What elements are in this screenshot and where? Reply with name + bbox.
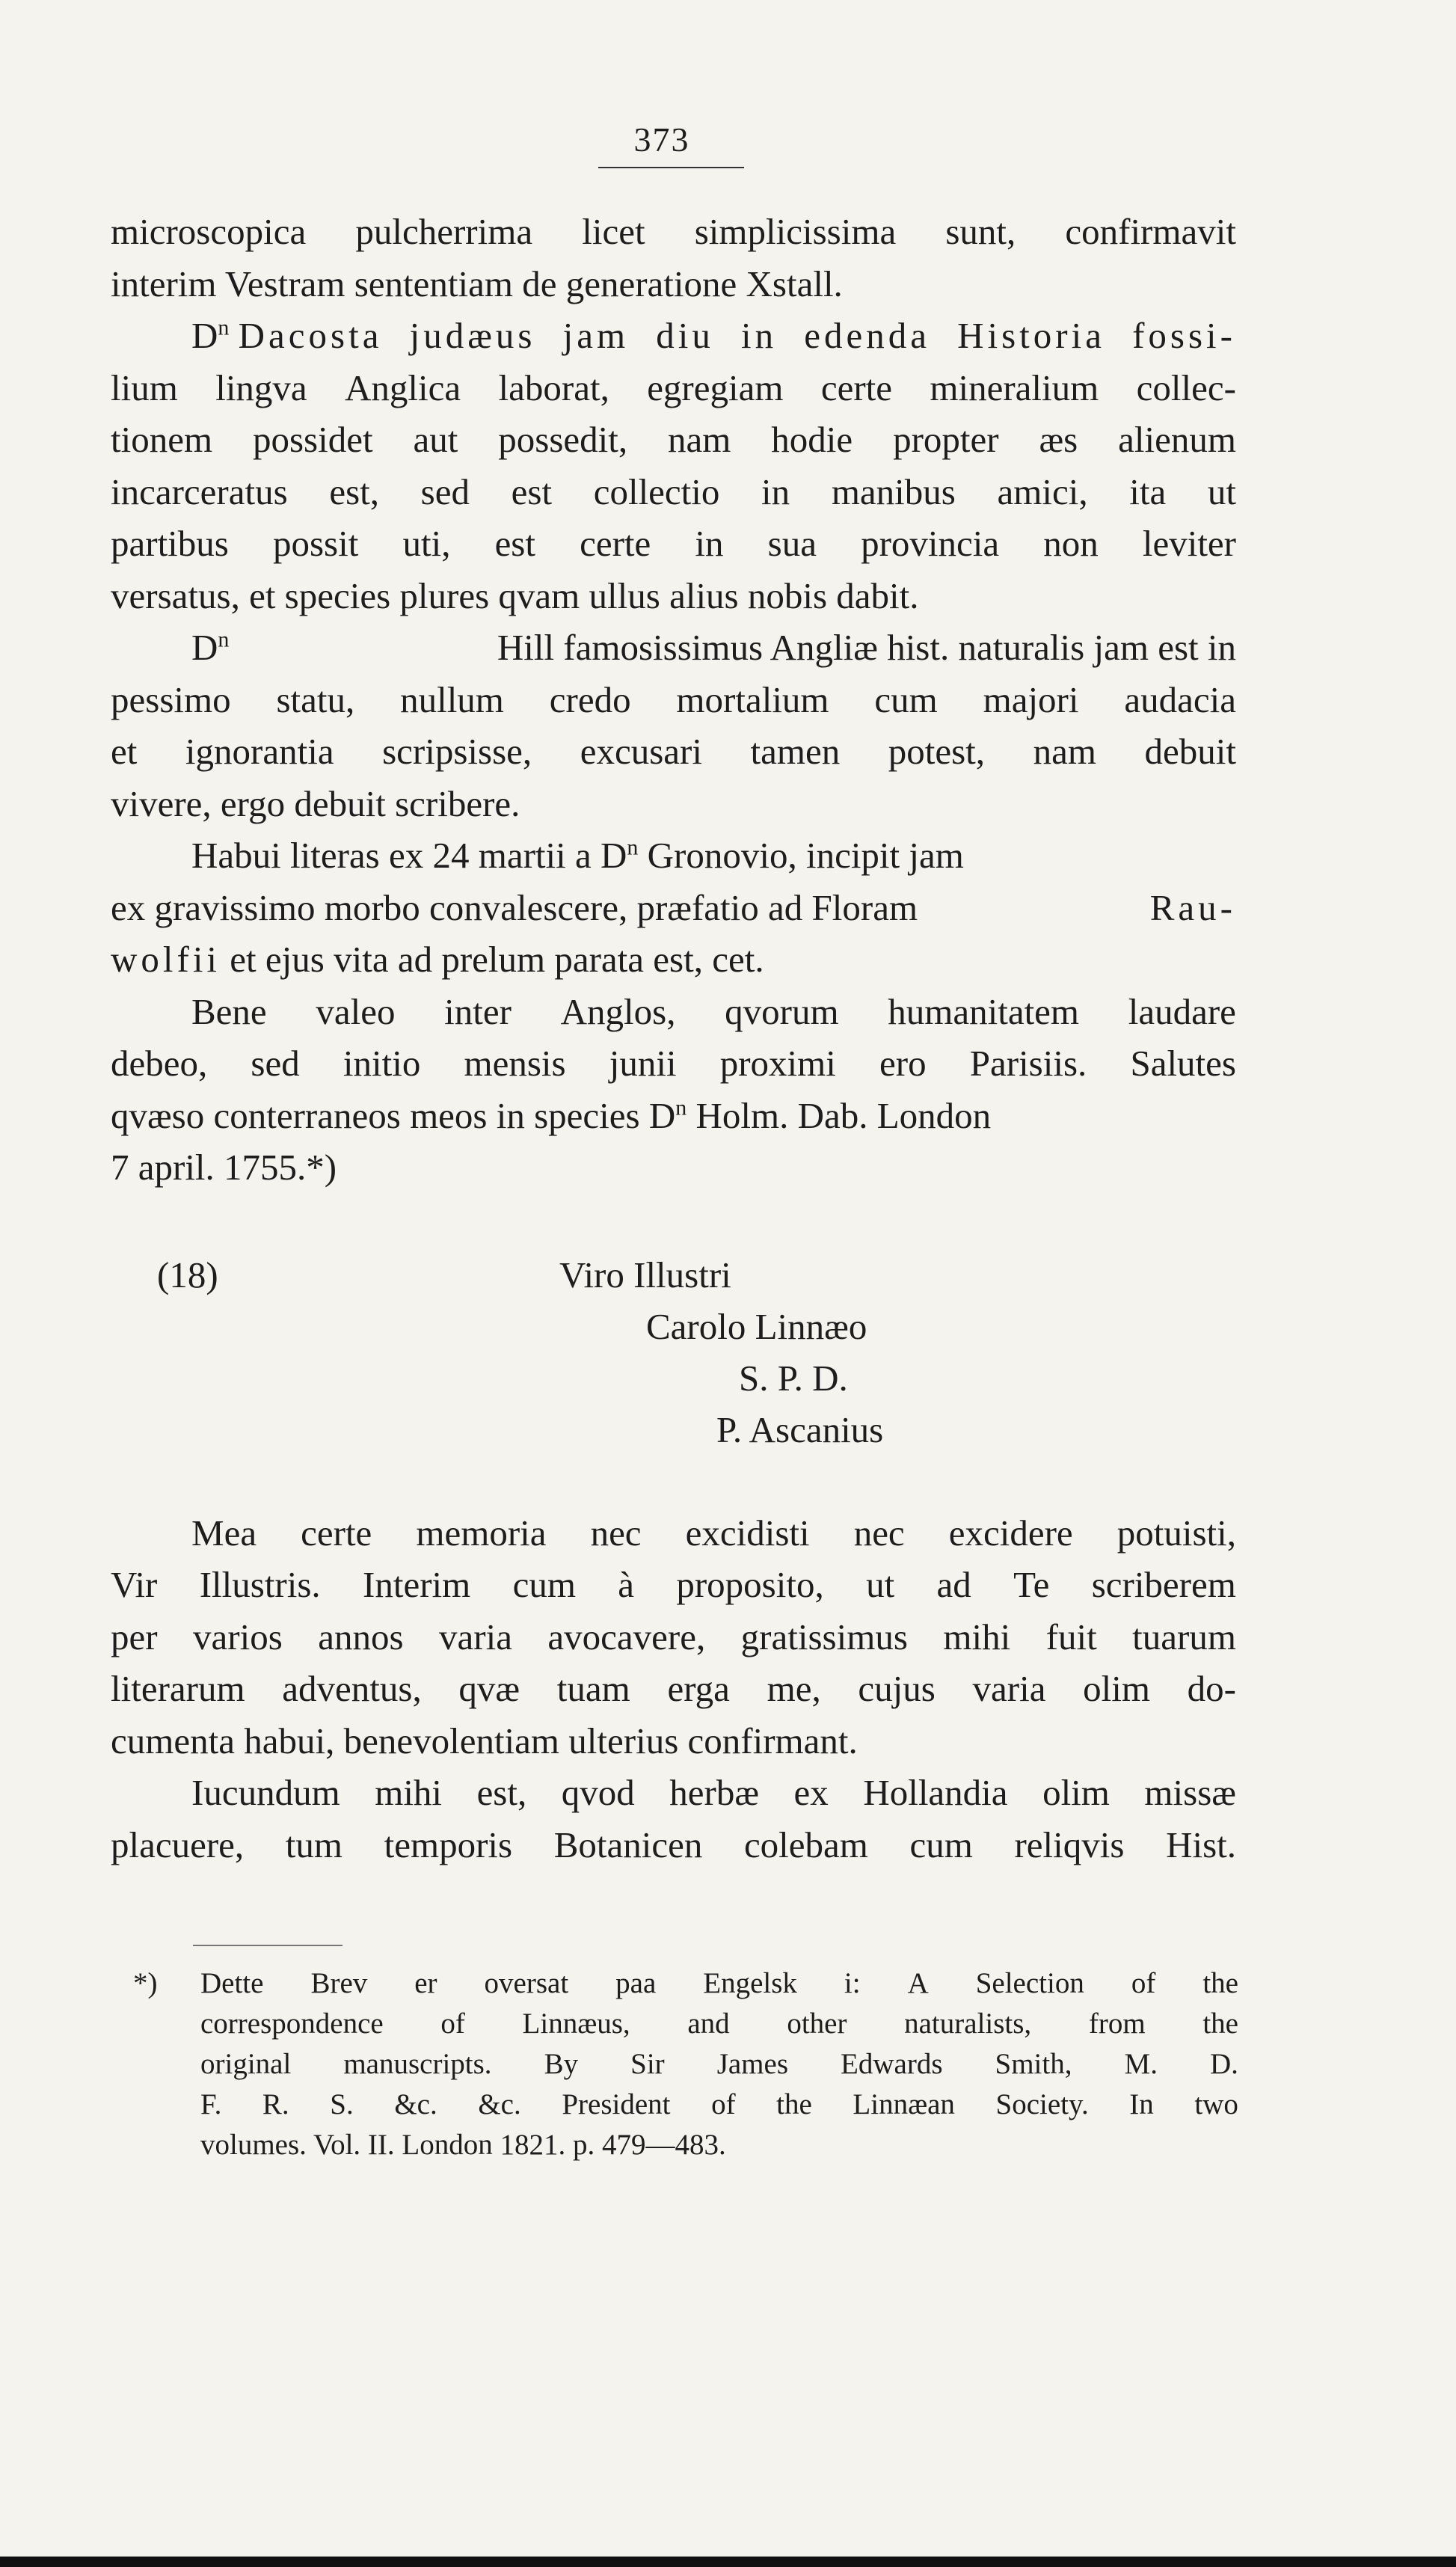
text-line — [111, 882, 1236, 934]
footnote-mark: *) — [133, 1967, 158, 1999]
footnote-line: Dette Brev er oversat paa Engelsk i: A Selection of the — [200, 1967, 1238, 1999]
text-line: pessimo statu, nullum credo mortalium cum majori audacia — [111, 678, 1236, 720]
text-line — [111, 933, 1236, 986]
text-line: literarum adventus, qvæ tuam erga me, cujus varia olim do- — [111, 1668, 1236, 1709]
text-line: cumenta habui, benevolentiam ulterius confirmant. — [111, 1720, 858, 1761]
letter-address-line: S. P. D. — [739, 1357, 848, 1399]
dn-abbrev: $D^n$ — [191, 627, 230, 668]
text-run: wolfii — [111, 939, 221, 980]
footnote-line: volumes. Vol. II. London 1821. p. 479—483. — [200, 2129, 726, 2161]
text-line: Bene valeo inter Anglos, qvorum humanitatem laudare — [191, 990, 1236, 1032]
footnote — [133, 1963, 1238, 2165]
text-line: Iucundum mihi est, qvod herbæ ex Hollandia olim missæ — [191, 1772, 1236, 1813]
text-line: lium lingva Anglica laborat, egregiam certe mineralium collec- — [111, 367, 1236, 408]
text-line — [111, 829, 1236, 882]
letter-address-line: P. Ascanius — [716, 1408, 884, 1450]
text-run: ex gravissimo morbo convalescere, præfatio ad Floram — [111, 886, 918, 928]
text-line — [111, 622, 1236, 674]
text-line: et ignorantia scripsisse, excusari tamen potest, nam debuit — [111, 731, 1236, 772]
text-line — [111, 1090, 1236, 1142]
text-line: vivere, ergo debuit scribere. — [111, 782, 520, 824]
main-text — [111, 206, 1236, 1871]
text-run: qvæso conterraneos meos in species $D^n$ Holm. Dab. London — [111, 1094, 992, 1136]
text-line: placuere, tum temporis Botanicen colebam cum reliqvis Hist. — [111, 1824, 1236, 1865]
footnote-rule — [193, 1945, 343, 1946]
footnote-line: original manuscripts. By Sir James Edwards Smith, M. D. — [200, 2048, 1238, 2080]
footnote-line: F. R. S. &c. &c. President of the Linnæan Society. In two — [200, 2088, 1238, 2120]
letter-heading — [111, 1249, 1236, 1507]
text-run: Habui literas ex 24 martii a $D^n$ Gronovio, incipit jam — [191, 835, 964, 876]
page-number-rule — [598, 167, 744, 168]
text-line: Mea certe memoria nec excidisti nec excidere potuisti, — [191, 1512, 1236, 1554]
text-line — [111, 310, 1236, 362]
text-run: Rau- — [1149, 886, 1236, 928]
footnote-line: correspondence of Linnæus, and other naturalists, from the — [200, 2008, 1238, 2040]
text-run: et ejus vita ad prelum parata est, cet. — [230, 939, 764, 980]
page-number: 373 — [633, 120, 690, 159]
dn-abbrev: $D^n$ — [191, 315, 230, 356]
text-line: tionem possidet aut possedit, nam hodie propter æs alienum — [111, 419, 1236, 460]
text-line: Vir Illustris. Interim cum à proposito, ut ad Te scriberem — [111, 1564, 1236, 1605]
letter-number: (18) — [157, 1254, 218, 1295]
letter-address-line: Carolo Linnæo — [646, 1305, 867, 1347]
text-line: interim Vestram sententiam de generatione Xstall. — [111, 263, 843, 304]
text-line: per varios annos varia avocavere, gratissimus mihi fuit tuarum — [111, 1616, 1236, 1657]
text-line: versatus, et species plures qvam ullus alius nobis dabit. — [111, 574, 919, 616]
text-line: 7 april. 1755.*) — [111, 1147, 337, 1188]
text-line: debeo, sed initio mensis junii proximi ero Parisiis. Salutes — [111, 1043, 1236, 1084]
text-line: incarceratus est, sed est collectio in manibus amici, ita ut — [111, 470, 1236, 512]
letter-address-line: Viro Illustri — [559, 1254, 731, 1295]
scan-edge-bar — [0, 2557, 1456, 2567]
text-line: microscopica pulcherrima licet simplicissima sunt, confirmavit — [111, 211, 1236, 252]
text-run: Dacosta judæus jam diu in edenda Historia fossi- — [238, 315, 1236, 356]
text-run: Hill famosissimus Angliæ hist. naturalis jam est in — [497, 627, 1236, 668]
text-line: partibus possit uti, est certe in sua provincia non leviter — [111, 523, 1236, 564]
